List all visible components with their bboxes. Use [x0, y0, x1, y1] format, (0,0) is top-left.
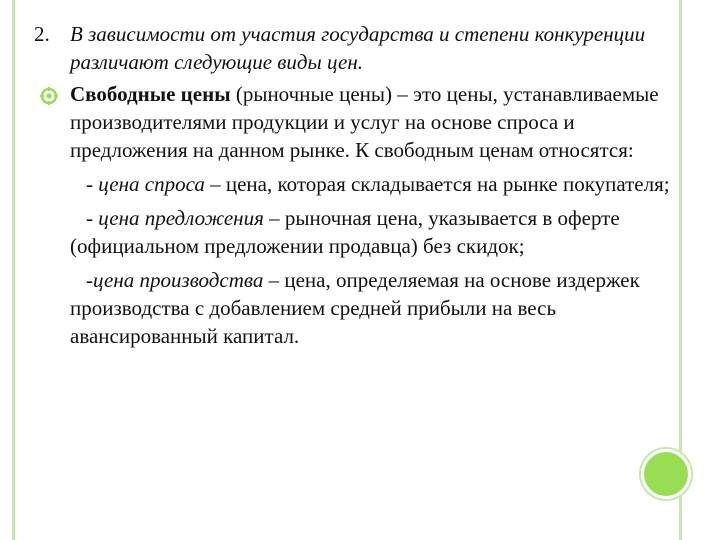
list-item-term: цена производства: [93, 268, 264, 292]
decorative-green-circle: [641, 449, 691, 499]
intro-term: Свободные цены: [70, 82, 231, 106]
list-item-production-price: [34, 266, 674, 350]
list-item-term: цена спроса: [98, 172, 205, 196]
intro-text: (рыночные цены) – это цены, устанавливаемые производителями продукции и услуг на основе спроса и предложения на данном рынке. К свободным ценам относятся:: [70, 82, 659, 162]
section-heading: [34, 20, 674, 76]
list-item-supply-price: [34, 204, 674, 260]
list-item-text: – цена, которая складывается на рынке покупателя;: [204, 172, 670, 196]
list-item-dash: -: [86, 206, 99, 230]
gear-bullet-icon: [40, 87, 58, 105]
list-item-dash: -: [86, 172, 99, 196]
intro-paragraph: [34, 80, 674, 164]
list-item-dash: -: [86, 268, 93, 292]
list-item-text: – рыночная цена, указывается в оферте (официальном предложении продавца) без скидок;: [70, 206, 620, 258]
section-number: 2.: [34, 22, 50, 46]
list-item-text: – цена, определяемая на основе издержек производства с добавлением средней прибыли на весь авансированный капитал.: [70, 268, 640, 348]
section-heading-text: В зависимости от участия государства и степени конкуренции различают следующие виды цен.: [70, 22, 646, 74]
slide-content: [34, 20, 674, 350]
list-item-term: цена предложения: [98, 206, 264, 230]
list-item-demand-price: [34, 170, 674, 198]
